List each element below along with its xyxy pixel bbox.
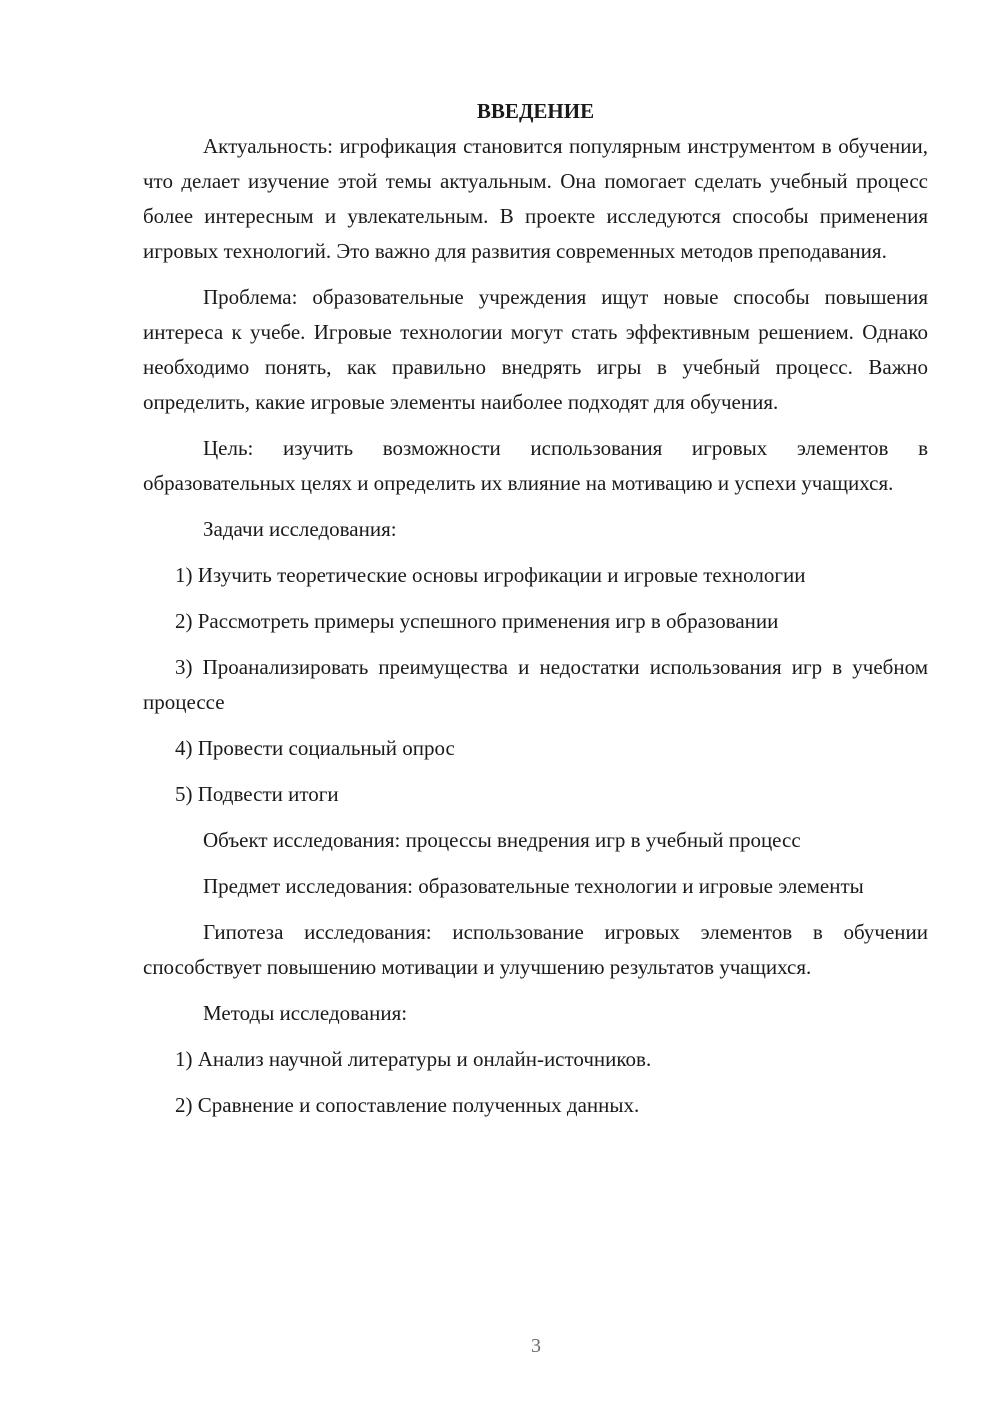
section-heading: ВВЕДЕНИЕ <box>476 99 595 123</box>
methods-title: Методы исследования: <box>203 1001 408 1025</box>
task-item: 2) Рассмотреть примеры успешного применения игр в образовании <box>175 609 779 633</box>
page-content <box>143 94 928 1134</box>
task-item: 4) Провести социальный опрос <box>175 736 455 760</box>
subject-paragraph: Предмет исследования: образовательные технологии и игровые элементы <box>203 874 864 898</box>
method-item: 2) Сравнение и сопоставление полученных данных. <box>175 1093 640 1117</box>
problem-paragraph: Проблема: образовательные учреждения ищут новые способы повышения интереса к учебе. Игровые технологии могут стать эффективным решением. Однако необходимо понять, как правильно внедрять игры в учебный процесс. Важно определить, какие игровые элементы наиболее подходят для обучения. <box>143 285 928 414</box>
page-number: 3 <box>531 1335 541 1357</box>
object-paragraph: Объект исследования: процессы внедрения игр в учебный процесс <box>203 828 801 852</box>
task-item: 3) Проанализировать преимущества и недостатки использования игр в учебном процессе <box>143 655 928 714</box>
method-item: 1) Анализ научной литературы и онлайн-источников. <box>175 1047 652 1071</box>
tasks-title: Задачи исследования: <box>203 517 397 541</box>
task-item: 5) Подвести итоги <box>175 782 339 806</box>
relevance-paragraph: Актуальность: игрофикация становится популярным инструментом в обучении, что делает изучение этой темы актуальным. Она помогает сделать учебный процесс более интересным и увлекательным. В проекте исследуются способы применения игровых технологий. Это важно для развития современных методов преподавания. <box>143 134 928 263</box>
hypothesis-paragraph: Гипотеза исследования: использование игровых элементов в обучении способствует повышению мотивации и улучшению результатов учащихся. <box>143 920 928 979</box>
task-item: 1) Изучить теоретические основы игрофикации и игровые технологии <box>175 563 806 587</box>
goal-paragraph: Цель: изучить возможности использования игровых элементов в образовательных целях и определить их влияние на мотивацию и успехи учащихся. <box>143 436 928 495</box>
